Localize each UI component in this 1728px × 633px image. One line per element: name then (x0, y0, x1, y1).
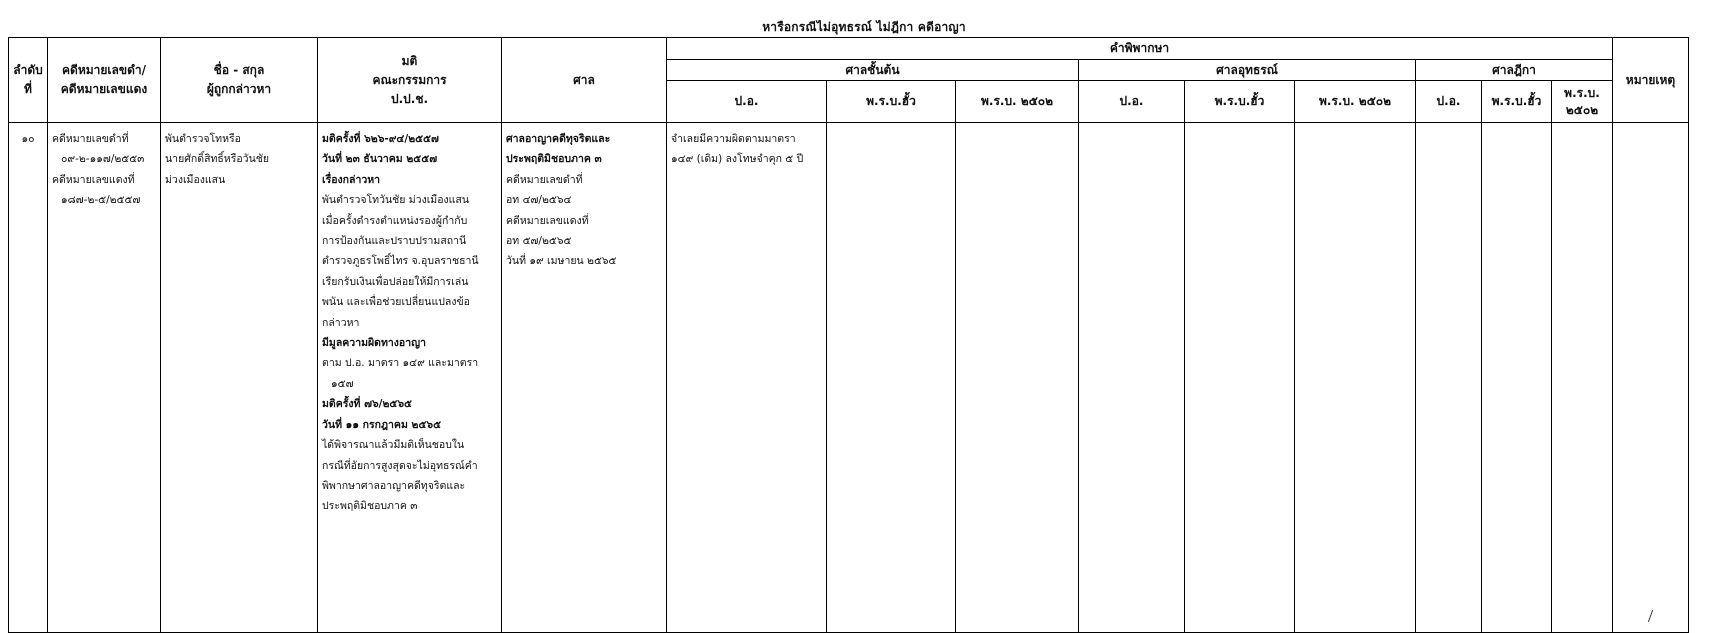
header-first-court: ศาลชั้นต้น (667, 60, 1079, 81)
cell-supreme-2502 (1552, 123, 1613, 633)
header-remarks: หมายเหตุ (1613, 38, 1689, 123)
cell-first-po: จำเลยมีความผิดตามมาตรา ๑๔๙ (เดิม) ลงโทษจำคุก ๕ ปี (667, 123, 827, 633)
cell-supreme-po (1416, 123, 1482, 633)
cell-first-2502 (956, 123, 1079, 633)
header-supreme-2502: พ.ร.บ. ๒๕๐๒ (1552, 81, 1613, 123)
header-supreme-court: ศาลฎีกา (1416, 60, 1613, 81)
header-appeal-po: ป.อ. (1079, 81, 1185, 123)
header-judgment: คำพิพากษา (667, 38, 1613, 60)
cell-name: พันตำรวจโทหรือ นายศักดิ์สิทธิ์หรือวันชัย ม่วงเมืองแสน (161, 123, 318, 633)
case-table (8, 37, 1689, 633)
cell-remarks (1613, 123, 1689, 633)
header-first-po: ป.อ. (667, 81, 827, 123)
header-resolution: มติ คณะกรรมการ ป.ป.ช. (318, 38, 502, 123)
cell-court: ศาลอาญาคดีทุจริตและ ประพฤติมิชอบภาค ๓ คดีหมายเลขดำที่ อท ๔๗/๒๕๖๔ คดีหมายเลขแดงที่ อท ๕๗/๒๕๖๕ วันที่ ๑๙ เมษายน ๒๕๖๕ (502, 123, 667, 633)
cell-appeal-po (1079, 123, 1185, 633)
header-court: ศาล (502, 38, 667, 123)
header-appeal-2502: พ.ร.บ. ๒๕๐๒ (1295, 81, 1416, 123)
cell-first-hua (827, 123, 956, 633)
header-name: ชื่อ - สกุล ผู้ถูกกล่าวหา (161, 38, 318, 123)
header-case-no: คดีหมายเลขดำ/ คดีหมายเลขแดง (48, 38, 161, 123)
cell-case-no: คดีหมายเลขดำที่ ๐๙-๒-๑๑๗/๒๕๕๓ คดีหมายเลขแดงที่ ๑๘๗-๒-๕/๒๕๕๗ (48, 123, 161, 633)
header-appeal-hua: พ.ร.บ.ฮั้ว (1185, 81, 1295, 123)
cell-appeal-2502 (1295, 123, 1416, 633)
page-title: หารือกรณีไม่อุทธรณ์ ไม่ฎีกา คดีอาญา (762, 20, 966, 34)
header-supreme-hua: พ.ร.บ.ฮั้ว (1482, 81, 1552, 123)
table-row (9, 123, 1689, 633)
header-first-2502: พ.ร.บ. ๒๕๐๒ (956, 81, 1079, 123)
header-order: ลำดับ ที่ (9, 38, 48, 123)
header-first-hua: พ.ร.บ.ฮั้ว (827, 81, 956, 123)
cell-order: ๑๐ (9, 123, 48, 633)
cell-resolution: มติครั้งที่ ๖๒๖-๙๔/๒๕๕๗ วันที่ ๒๓ ธันวาคม ๒๕๕๗ เรื่องกล่าวหา พันตำรวจโทวันชัย ม่วงเมืองแสน เมื่อครั้งดำรงตำแหน่งรองผู้กำกับ การป้องกันและปราบปรามสถานี ตำรวจภูธรโพธิ์ไทร จ.อุบลราชธานี เรียกรับเงินเพื่อปล่อยให้มีการเล่น พนัน และเพื่อช่วยเปลี่ยนแปลงข้อ กล่าวหา มีมูลความผิดทางอาญา ตาม ป.อ. มาตรา ๑๔๙ และมาตรา ๑๕๗ มติครั้งที่ ๗๖/๒๕๖๕ วันที่ ๑๑ กรกฎาคม ๒๕๖๕ ได้พิจารณาแล้วมีมติเห็นชอบใน กรณีที่อัยการสูงสุดจะไม่อุทธรณ์คำ พิพากษาศาลอาญาคดีทุจริตและ ประพฤติมิชอบภาค ๓ (318, 123, 502, 633)
cell-supreme-hua (1482, 123, 1552, 633)
header-supreme-po: ป.อ. (1416, 81, 1482, 123)
header-appeal-court: ศาลอุทธรณ์ (1079, 60, 1416, 81)
cell-appeal-hua (1185, 123, 1295, 633)
